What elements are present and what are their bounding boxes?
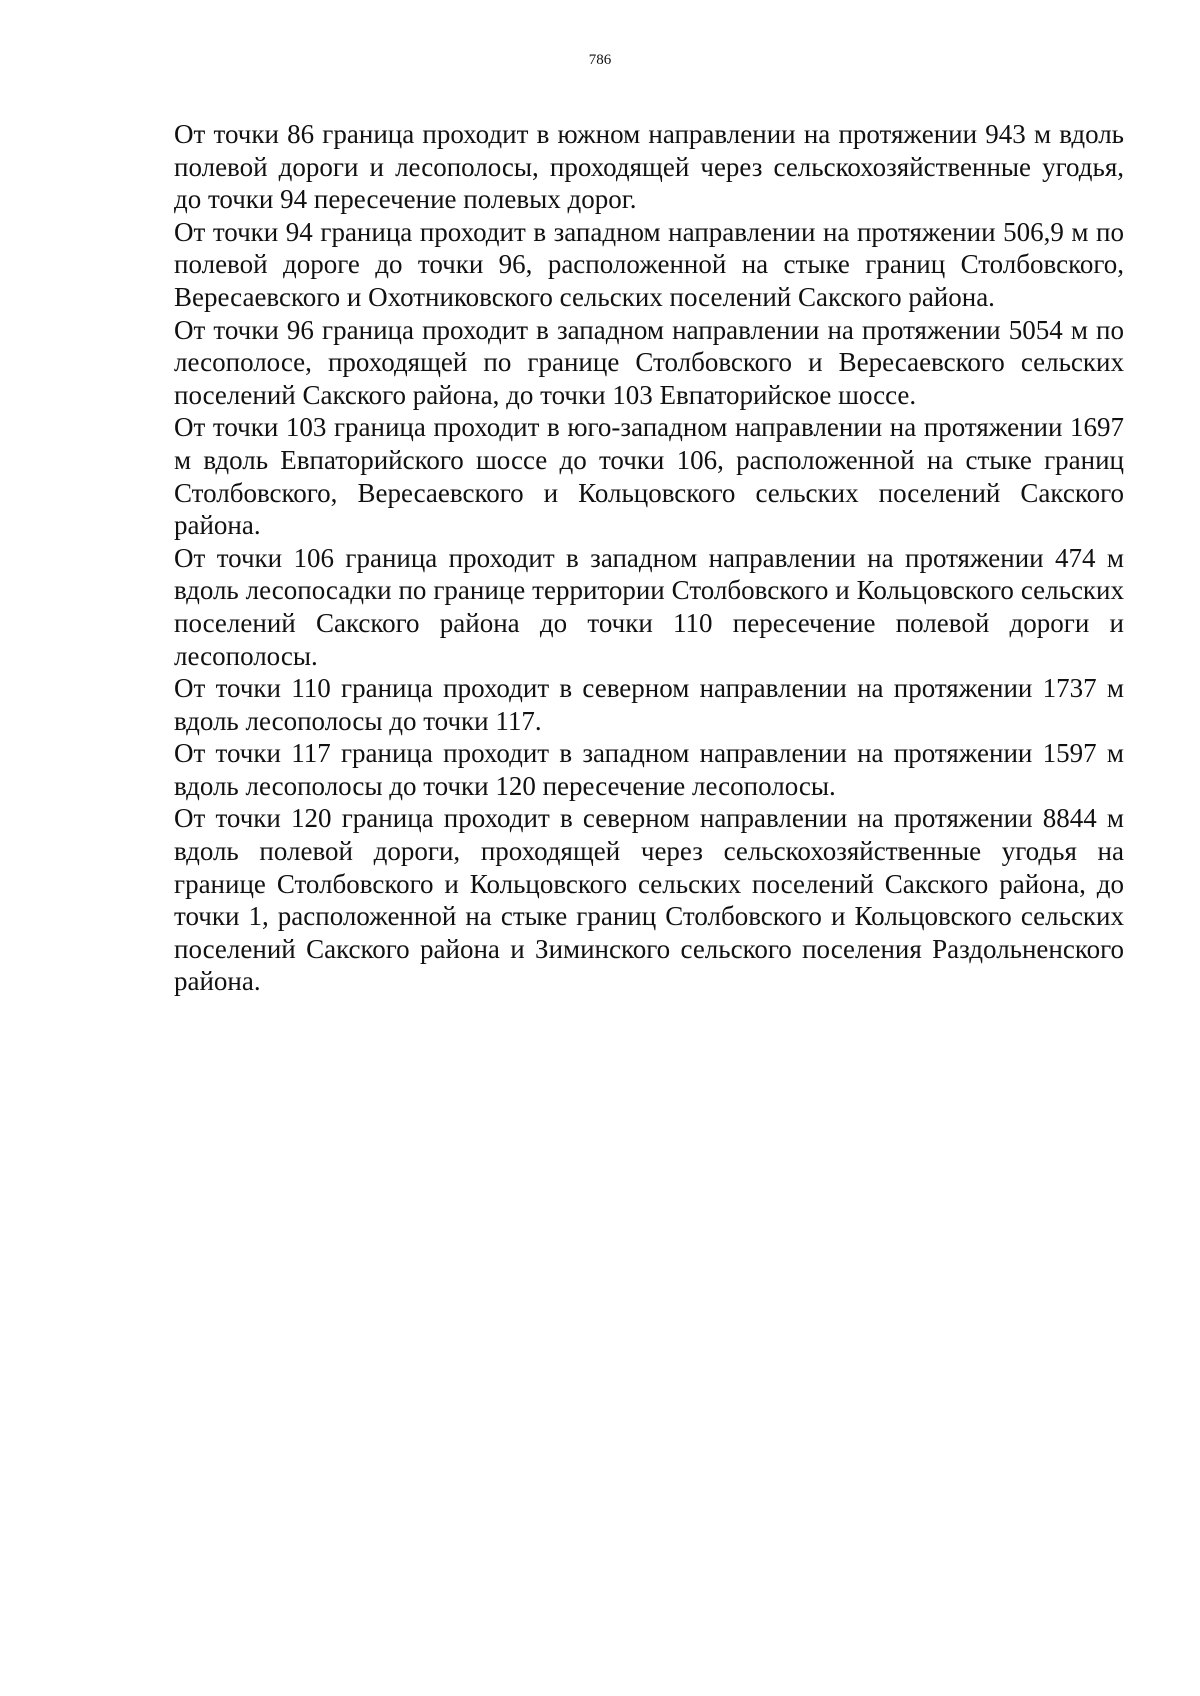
paragraph-3: От точки 96 граница проходит в западном направлении на протяжении 5054 м по лесополосе, проходящей по границе Столбовского и Вересаевского сельских поселений Сакского района, до точки 103 Евпаторийское шоссе. (174, 314, 1124, 410)
document-body (174, 118, 1124, 998)
paragraph-7: От точки 117 граница проходит в западном направлении на протяжении 1597 м вдоль лесополосы до точки 120 пересечение лесополосы. (174, 738, 1124, 801)
page-number: 786 (588, 52, 612, 68)
paragraph-5: От точки 106 граница проходит в западном направлении на протяжении 474 м вдоль лесопосадки по границе территории Столбовского и Кольцовского сельских поселений Сакского района до точки 110 пересечение полевой дороги и лесополосы. (174, 542, 1124, 671)
paragraph-4: От точки 103 граница проходит в юго-западном направлении на протяжении 1697 м вдоль Евпаторийского шоссе до точки 106, расположенной на стыке границ Столбовского, Вересаевского и Кольцовского сельских поселений Сакского района. (174, 412, 1124, 541)
paragraph-6: От точки 110 граница проходит в северном направлении на протяжении 1737 м вдоль лесополосы до точки 117. (174, 673, 1124, 736)
paragraph-8: От точки 120 граница проходит в северном направлении на протяжении 8844 м вдоль полевой дороги, проходящей через сельскохозяйственные угодья на границе Столбовского и Кольцовского сельских поселений Сакского района, до точки 1, расположенной на стыке границ Столбовского и Кольцовского сельских поселений Сакского района и Зиминского сельского поселения Раздольненского района. (174, 803, 1124, 997)
paragraph-2: От точки 94 граница проходит в западном направлении на протяжении 506,9 м по полевой дороге до точки 96, расположенной на стыке границ Столбовского, Вересаевского и Охотниковского сельских поселений Сакского района. (174, 216, 1124, 312)
paragraph-1: От точки 86 граница проходит в южном направлении на протяжении 943 м вдоль полевой дороги и лесополосы, проходящей через сельскохозяйственные угодья, до точки 94 пересечение полевых дорог. (174, 119, 1124, 215)
